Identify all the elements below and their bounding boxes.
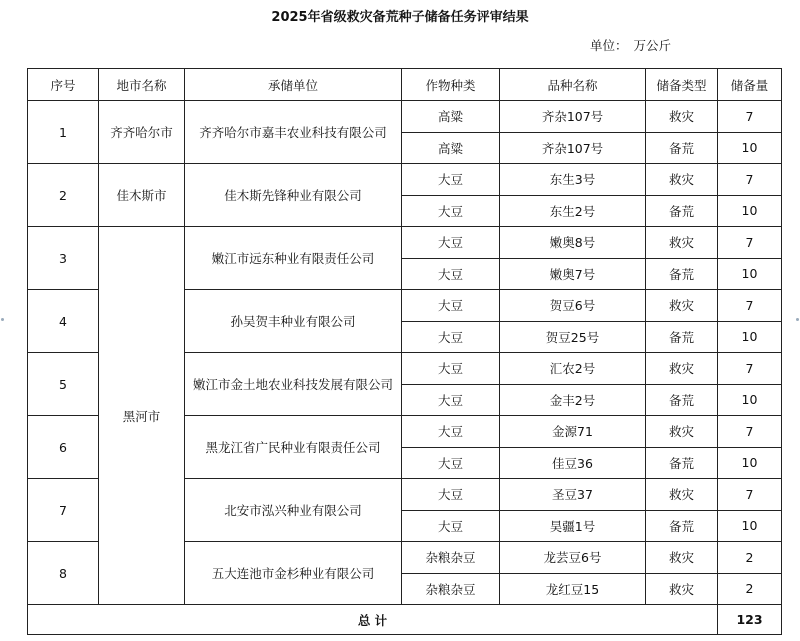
- amount-cell: 2: [718, 542, 782, 574]
- company-cell: 嫩江市金土地农业科技发展有限公司: [185, 353, 402, 416]
- amount-cell: 10: [718, 510, 782, 542]
- type-cell: 救灾: [646, 101, 718, 133]
- variety-cell: 齐杂107号: [500, 132, 646, 164]
- type-cell: 救灾: [646, 573, 718, 605]
- serial-cell: 4: [28, 290, 99, 353]
- amount-cell: 10: [718, 321, 782, 353]
- company-cell: 孙吴贺丰种业有限公司: [185, 290, 402, 353]
- amount-cell: 7: [718, 290, 782, 322]
- type-cell: 备荒: [646, 132, 718, 164]
- crop-cell: 杂粮杂豆: [402, 542, 500, 574]
- crop-cell: 大豆: [402, 479, 500, 511]
- serial-cell: 3: [28, 227, 99, 290]
- crop-cell: 大豆: [402, 353, 500, 385]
- table-header-row: [28, 69, 782, 101]
- variety-cell: 圣豆37: [500, 479, 646, 511]
- total-row: [28, 605, 782, 635]
- review-result-table: [27, 68, 782, 635]
- company-cell: 黑龙江省广民种业有限责任公司: [185, 416, 402, 479]
- serial-cell: 1: [28, 101, 99, 164]
- unit-value: 万公斤: [633, 38, 672, 53]
- type-cell: 救灾: [646, 353, 718, 385]
- unit-label: 单位：: [590, 38, 628, 53]
- company-cell: 嫩江市远东种业有限责任公司: [185, 227, 402, 290]
- crop-cell: 杂粮杂豆: [402, 573, 500, 605]
- header-cell: 作物种类: [402, 69, 500, 101]
- amount-cell: 10: [718, 195, 782, 227]
- total-value: 123: [718, 605, 782, 635]
- serial-cell: 8: [28, 542, 99, 605]
- crop-cell: 大豆: [402, 195, 500, 227]
- amount-cell: 10: [718, 384, 782, 416]
- header-cell: 品种名称: [500, 69, 646, 101]
- city-cell: 黑河市: [99, 227, 185, 605]
- crop-cell: 大豆: [402, 227, 500, 259]
- unit-note: [590, 36, 671, 54]
- amount-cell: 10: [718, 132, 782, 164]
- serial-cell: 5: [28, 353, 99, 416]
- header-cell: 地市名称: [99, 69, 185, 101]
- header-cell: 储备类型: [646, 69, 718, 101]
- type-cell: 救灾: [646, 542, 718, 574]
- amount-cell: 7: [718, 164, 782, 196]
- type-cell: 备荒: [646, 510, 718, 542]
- serial-cell: 2: [28, 164, 99, 227]
- table-row: [28, 101, 782, 133]
- amount-cell: 7: [718, 416, 782, 448]
- variety-cell: 东生3号: [500, 164, 646, 196]
- variety-cell: 佳豆36: [500, 447, 646, 479]
- crop-cell: 大豆: [402, 510, 500, 542]
- crop-cell: 大豆: [402, 321, 500, 353]
- crop-cell: 大豆: [402, 416, 500, 448]
- crop-cell: 大豆: [402, 384, 500, 416]
- type-cell: 救灾: [646, 164, 718, 196]
- table-row: [28, 227, 782, 259]
- variety-cell: 昊疆1号: [500, 510, 646, 542]
- amount-cell: 7: [718, 101, 782, 133]
- amount-cell: 7: [718, 227, 782, 259]
- page-title: 2025年省级救灾备荒种子储备任务评审结果: [271, 10, 529, 25]
- amount-cell: 7: [718, 353, 782, 385]
- variety-cell: 龙芸豆6号: [500, 542, 646, 574]
- type-cell: 救灾: [646, 416, 718, 448]
- type-cell: 备荒: [646, 384, 718, 416]
- crop-cell: 大豆: [402, 164, 500, 196]
- type-cell: 救灾: [646, 227, 718, 259]
- variety-cell: 金源71: [500, 416, 646, 448]
- header-cell: 储备量: [718, 69, 782, 101]
- city-cell: 齐齐哈尔市: [99, 101, 185, 164]
- type-cell: 备荒: [646, 195, 718, 227]
- city-cell: 佳木斯市: [99, 164, 185, 227]
- variety-cell: 东生2号: [500, 195, 646, 227]
- amount-cell: 10: [718, 447, 782, 479]
- type-cell: 救灾: [646, 290, 718, 322]
- company-cell: 齐齐哈尔市嘉丰农业科技有限公司: [185, 101, 402, 164]
- crop-cell: 大豆: [402, 290, 500, 322]
- company-cell: 五大连池市金杉种业有限公司: [185, 542, 402, 605]
- amount-cell: 10: [718, 258, 782, 290]
- type-cell: 救灾: [646, 479, 718, 511]
- type-cell: 备荒: [646, 258, 718, 290]
- total-label: 总 计: [28, 605, 718, 635]
- table-row: [28, 164, 782, 196]
- type-cell: 备荒: [646, 447, 718, 479]
- variety-cell: 金丰2号: [500, 384, 646, 416]
- variety-cell: 贺豆6号: [500, 290, 646, 322]
- company-cell: 佳木斯先锋种业有限公司: [185, 164, 402, 227]
- edge-handle-right: [796, 318, 799, 321]
- crop-cell: 高粱: [402, 132, 500, 164]
- edge-handle-left: [1, 318, 4, 321]
- amount-cell: 7: [718, 479, 782, 511]
- variety-cell: 汇农2号: [500, 353, 646, 385]
- serial-cell: 7: [28, 479, 99, 542]
- variety-cell: 齐杂107号: [500, 101, 646, 133]
- crop-cell: 大豆: [402, 447, 500, 479]
- variety-cell: 贺豆25号: [500, 321, 646, 353]
- variety-cell: 嫩奥7号: [500, 258, 646, 290]
- variety-cell: 嫩奥8号: [500, 227, 646, 259]
- company-cell: 北安市泓兴种业有限公司: [185, 479, 402, 542]
- variety-cell: 龙红豆15: [500, 573, 646, 605]
- amount-cell: 2: [718, 573, 782, 605]
- type-cell: 备荒: [646, 321, 718, 353]
- header-cell: 序号: [28, 69, 99, 101]
- crop-cell: 大豆: [402, 258, 500, 290]
- crop-cell: 高粱: [402, 101, 500, 133]
- serial-cell: 6: [28, 416, 99, 479]
- header-cell: 承储单位: [185, 69, 402, 101]
